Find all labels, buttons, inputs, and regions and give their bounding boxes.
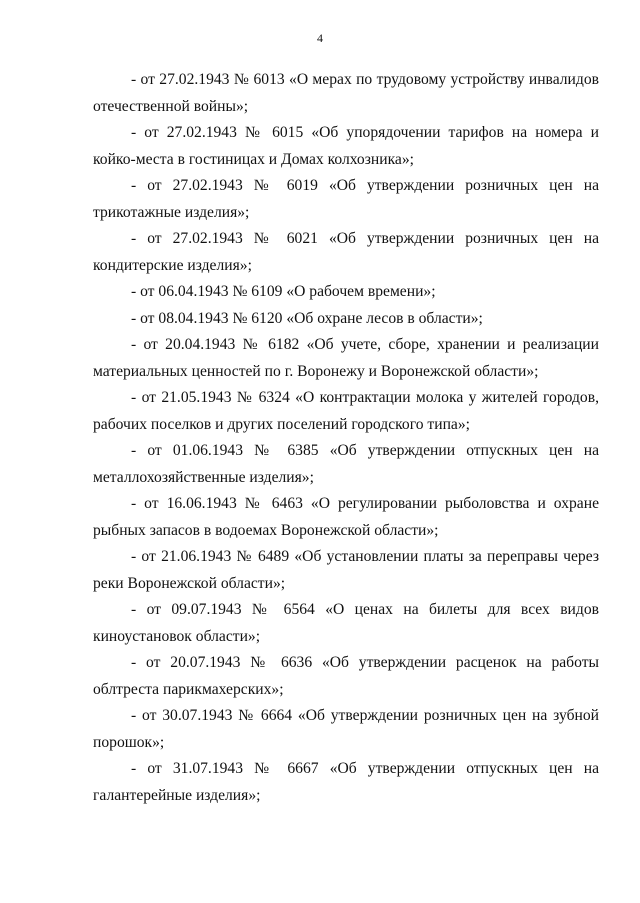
list-item: - от 27.02.1943 № 6021 «Об утверждении розничных цен на кондитерские изделия»; (93, 230, 599, 274)
list-item: - от 31.07.1943 № 6667 «Об утверждении отпускных цен на галантерейные изделия»; (93, 760, 599, 804)
list-item: - от 27.02.1943 № 6015 «Об упорядочении тарифов на номера и койко-места в гостиницах и Домах колхозника»; (93, 124, 599, 168)
list-item: - от 27.02.1943 № 6019 «Об утверждении розничных цен на трикотажные изделия»; (93, 177, 599, 221)
page-number: 4 (317, 31, 323, 45)
list-item: - от 09.07.1943 № 6564 «О ценах на билеты для всех видов киноустановок области»; (93, 601, 599, 645)
list-item: - от 30.07.1943 № 6664 «Об утверждении розничных цен на зубной порошок»; (93, 707, 599, 751)
decree-list (93, 67, 599, 809)
list-item: - от 01.06.1943 № 6385 «Об утверждении отпускных цен на металлохозяйственные изделия»; (93, 442, 599, 486)
list-item: - от 21.05.1943 № 6324 «О контрактации молока у жителей городов, рабочих поселков и других поселений городского типа»; (93, 389, 599, 433)
list-item: - от 20.07.1943 № 6636 «Об утверждении расценок на работы облтреста парикмахерских»; (93, 654, 599, 698)
list-item: - от 06.04.1943 № 6109 «О рабочем времени»; (131, 283, 436, 300)
list-item: - от 27.02.1943 № 6013 «О мерах по трудовому устройству инвалидов отечественной войны»; (93, 71, 599, 115)
list-item: - от 21.06.1943 № 6489 «Об установлении платы за переправы через реки Воронежской области»; (93, 548, 599, 592)
list-item: - от 20.04.1943 № 6182 «Об учете, сборе, хранении и реализации материальных ценностей по г. Воронежу и Воронежской области»; (93, 336, 599, 380)
list-item: - от 08.04.1943 № 6120 «Об охране лесов в области»; (131, 309, 483, 327)
list-item: - от 16.06.1943 № 6463 «О регулировании рыболовства и охране рыбных запасов в водоемах Воронежской области»; (93, 495, 599, 539)
